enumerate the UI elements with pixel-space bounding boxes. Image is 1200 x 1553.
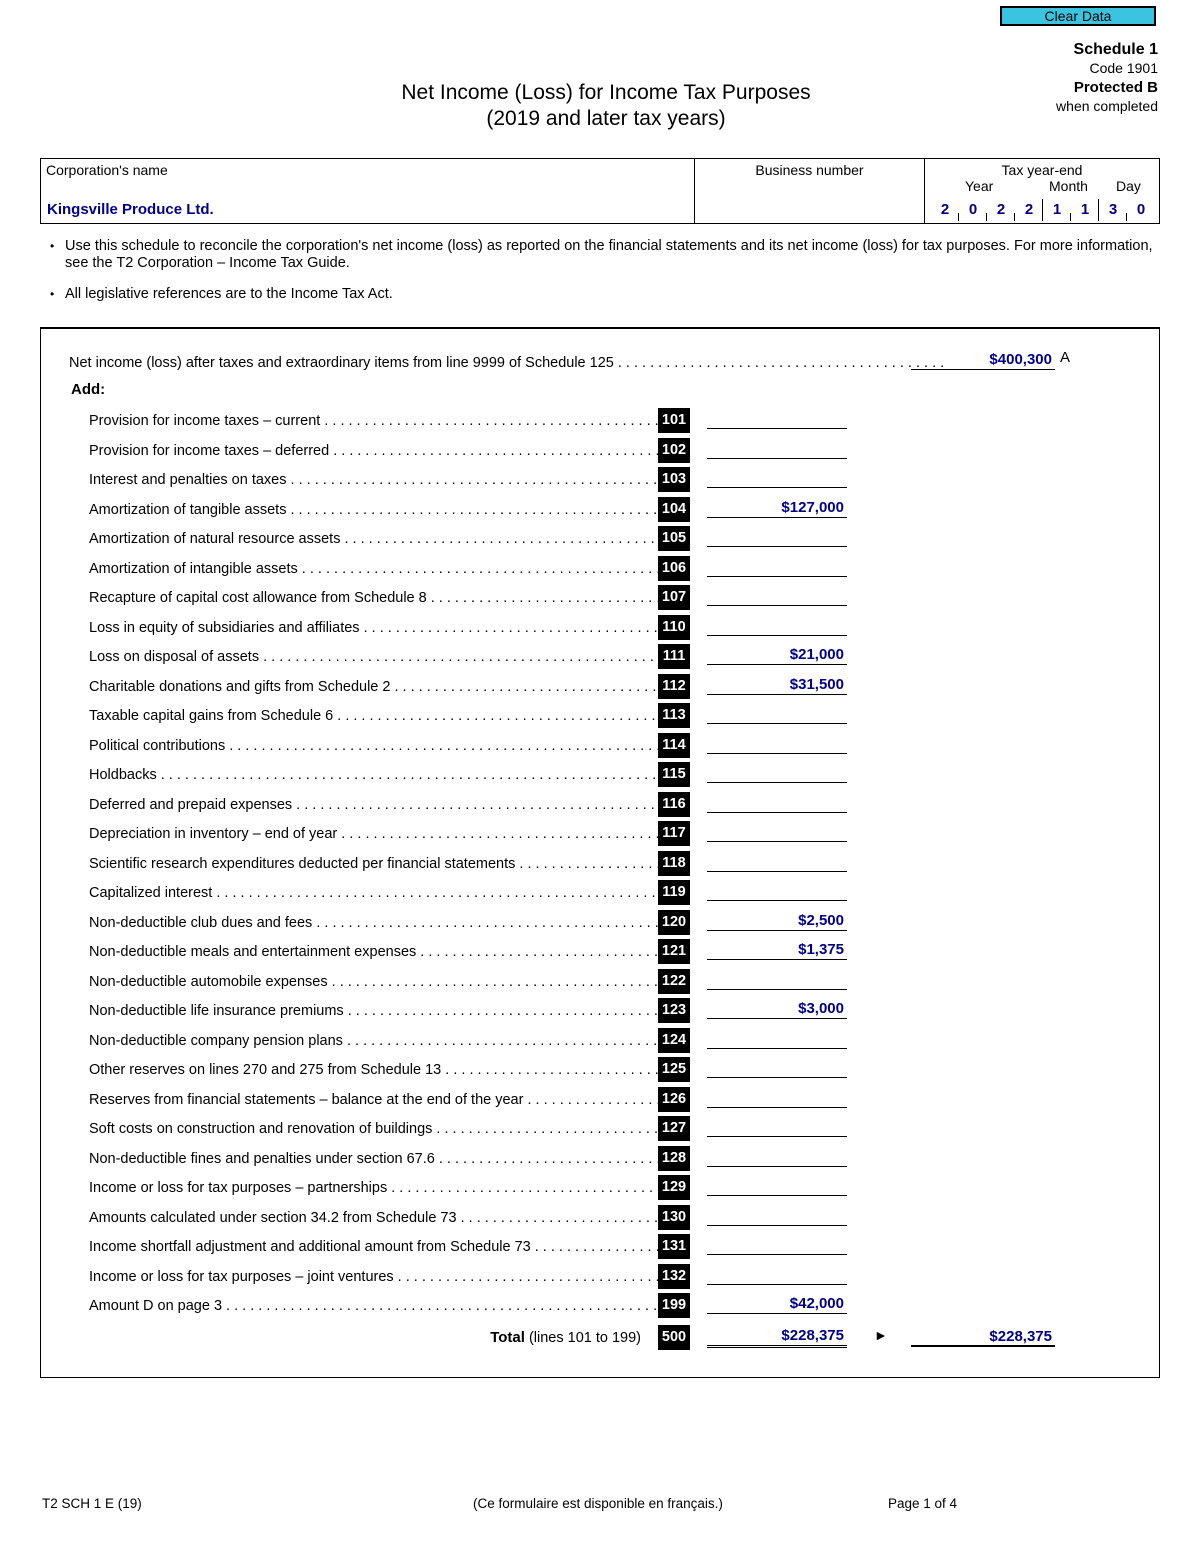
instructions [48,238,1158,317]
line-amount-field-102[interactable] [707,439,847,459]
line-amount-field-125[interactable] [707,1058,847,1078]
french-availability: (Ce formulaire est disponible en français.) [473,1496,723,1511]
net-income-section [40,327,1160,1378]
add-label: Add: [71,381,106,398]
schedule-number: Schedule 1 [1073,41,1158,58]
line-amount-field-129[interactable] [707,1176,847,1196]
line-code-box: 120 [658,910,690,935]
line-amount-field-116[interactable] [707,793,847,813]
line-label-120: Non-deductible club dues and fees . . . [89,914,689,932]
line-label-119: Capitalized interest . . . [89,884,689,902]
line-code-box: 122 [658,969,690,994]
line-code-box: 115 [658,762,690,787]
line-label-129: Income or loss for tax purposes – partnerships . . . [89,1179,689,1197]
line-label-127: Soft costs on construction and renovation of buildings . . . [89,1120,689,1138]
line-label-126: Reserves from financial statements – balance at the end of the year . . . [89,1091,689,1109]
identification-box [40,158,1160,224]
month-digit: 1 [1071,199,1099,221]
line-code-box: 199 [658,1293,690,1318]
line-code-box: 131 [658,1234,690,1259]
line-label-113: Taxable capital gains from Schedule 6 . . . [89,707,689,725]
line-code-box: 101 [658,408,690,433]
amount-a-letter: A [1060,349,1071,366]
line-code-box: 103 [658,467,690,492]
form-id: T2 SCH 1 E (19) [42,1496,142,1511]
line-label-125: Other reserves on lines 270 and 275 from Schedule 13 . . . [89,1061,689,1079]
line-amount-field-118[interactable] [707,852,847,872]
line-code-box: 123 [658,998,690,1023]
line-label-102: Provision for income taxes – deferred . . . [89,442,689,460]
line-code-box: 129 [658,1175,690,1200]
corp-name-field[interactable]: Kingsville Produce Ltd. [47,201,214,218]
line-code-box: 116 [658,792,690,817]
line-label-110: Loss in equity of subsidiaries and affiliates . . . [89,619,689,637]
line-amount-field-105[interactable] [707,527,847,547]
line-code-box: 126 [658,1087,690,1112]
line-amount-field-132[interactable] [707,1265,847,1285]
line-label-131: Income shortfall adjustment and additional amount from Schedule 73 . . . [89,1238,689,1256]
line-label-104: Amortization of tangible assets . . . [89,501,689,519]
line-code-box: 111 [658,644,690,669]
line-label-105: Amortization of natural resource assets . . . [89,530,689,548]
line-label-132: Income or loss for tax purposes – joint ventures . . . [89,1268,689,1286]
line-amount-field-127[interactable] [707,1117,847,1137]
line-amount-field-103[interactable] [707,468,847,488]
line-code-box: 132 [658,1264,690,1289]
form-title-line1: Net Income (Loss) for Income Tax Purposes [401,81,811,104]
line-amount-field-110[interactable] [707,616,847,636]
line-label-115: Holdbacks . . . [89,766,689,784]
line-label-111: Loss on disposal of assets . . . [89,648,689,666]
line-code-box: 125 [658,1057,690,1082]
line-amount-field-117[interactable] [707,822,847,842]
form-title-line2: (2019 and later tax years) [486,107,726,130]
line-code-box: 112 [658,674,690,699]
total-label: Total (lines 101 to 199) [490,1329,641,1346]
carried-total-amount-field[interactable]: $228,375 [911,1327,1055,1347]
month-digit: 1 [1043,199,1071,221]
line-label-101: Provision for income taxes – current . . . [89,412,689,430]
line-amount-field-114[interactable] [707,734,847,754]
line-amount-field-113[interactable] [707,704,847,724]
year-digit: 0 [959,199,987,221]
corp-name-label: Corporation's name [46,162,168,178]
line-amount-field-126[interactable] [707,1088,847,1108]
line-label-112: Charitable donations and gifts from Schedule 2 . . . [89,678,689,696]
line-amount-field-199[interactable]: $42,000 [707,1294,847,1314]
line-amount-field-107[interactable] [707,586,847,606]
line-code-box: 104 [658,497,690,522]
schedule-info [1056,40,1158,116]
arrow-icon: ► [874,1327,888,1343]
line-code-box: 128 [658,1146,690,1171]
line-label-114: Political contributions . . . [89,737,689,755]
line-label-116: Deferred and prepaid expenses . . . [89,796,689,814]
line-code-box: 107 [658,585,690,610]
tax-year-end-label: Tax year-end [1001,162,1083,178]
line-label-124: Non-deductible company pension plans . . . [89,1032,689,1050]
line-label-118: Scientific research expenditures deducted per financial statements . . . [89,855,689,873]
line-label-106: Amortization of intangible assets . . . [89,560,689,578]
business-number-field[interactable] [701,199,919,221]
line-code-box: 121 [658,939,690,964]
line-amount-field-123[interactable]: $3,000 [707,999,847,1019]
line-code-box: 105 [658,526,690,551]
year-label: Year [965,178,994,194]
corp-name-cell [41,159,695,223]
line-amount-field-122[interactable] [707,970,847,990]
line-amount-field-124[interactable] [707,1029,847,1049]
line-amount-field-106[interactable] [707,557,847,577]
line-label-130: Amounts calculated under section 34.2 from Schedule 73 . . . [89,1209,689,1227]
clear-data-button[interactable]: Clear Data [1000,6,1156,26]
line-amount-field-120[interactable]: $2,500 [707,911,847,931]
line-label-117: Depreciation in inventory – end of year . . . [89,825,689,843]
net-income-label: Net income (loss) after taxes and extraordinary items from line 9999 of Schedule 125 . . . [69,354,949,372]
line-code-box: 119 [658,880,690,905]
line-code-box: 102 [658,438,690,463]
line-amount-field-115[interactable] [707,763,847,783]
line-code-box: 110 [658,615,690,640]
line-amount-field-104[interactable]: $127,000 [707,498,847,518]
when-completed-label: when completed [1056,98,1158,114]
business-number-label: Business number [755,162,864,178]
line-code-box: 127 [658,1116,690,1141]
line-label-123: Non-deductible life insurance premiums . . . [89,1002,689,1020]
line-code-box: 500 [658,1325,690,1350]
form-title [200,80,1012,132]
line-label-199: Amount D on page 3 . . . [89,1297,689,1315]
line-amount-field-111[interactable]: $21,000 [707,645,847,665]
line-code-box: 124 [658,1028,690,1053]
line-code-box: 106 [658,556,690,581]
day-digit: 3 [1099,199,1127,221]
line-code-box: 117 [658,821,690,846]
day-label: Day [1116,178,1141,194]
line-label-121: Non-deductible meals and entertainment expenses . . . [89,943,689,961]
line-amount-field-121[interactable]: $1,375 [707,940,847,960]
line-code-box: 113 [658,703,690,728]
line-amount-field-119[interactable] [707,881,847,901]
instruction-item: • All legislative references are to the Income Tax Act. [48,286,1158,303]
line-code-box: 114 [658,733,690,758]
business-number-cell [695,159,925,223]
total-amount-field[interactable]: $228,375 [707,1326,847,1348]
line-amount-field-130[interactable] [707,1206,847,1226]
page-number: Page 1 of 4 [888,1496,958,1511]
year-digit: 2 [931,199,959,221]
net-income-amount-field[interactable]: $400,300 [911,350,1055,370]
protected-label: Protected B [1073,79,1158,96]
line-label-107: Recapture of capital cost allowance from Schedule 8 . . . [89,589,689,607]
tax-year-end-cell [925,159,1159,223]
tax-year-end-field[interactable] [931,199,1155,221]
line-amount-field-112[interactable]: $31,500 [707,675,847,695]
line-label-128: Non-deductible fines and penalties under section 67.6 . . . [89,1150,689,1168]
line-amount-field-131[interactable] [707,1235,847,1255]
instruction-item: • Use this schedule to reconcile the corporation's net income (loss) as reported on the financial statements and its net income (loss) for tax purposes. For more information, see the T2 Corporation – Income Tax Guide. [48,238,1158,272]
line-code-box: 118 [658,851,690,876]
year-digit: 2 [987,199,1015,221]
month-label: Month [1049,178,1088,194]
line-amount-field-101[interactable] [707,409,847,429]
line-label-103: Interest and penalties on taxes . . . [89,471,689,489]
year-digit: 2 [1015,199,1043,221]
line-label-122: Non-deductible automobile expenses . . . [89,973,689,991]
schedule-code: Code 1901 [1089,60,1158,76]
line-code-box: 130 [658,1205,690,1230]
day-digit: 0 [1136,201,1146,218]
line-amount-field-128[interactable] [707,1147,847,1167]
